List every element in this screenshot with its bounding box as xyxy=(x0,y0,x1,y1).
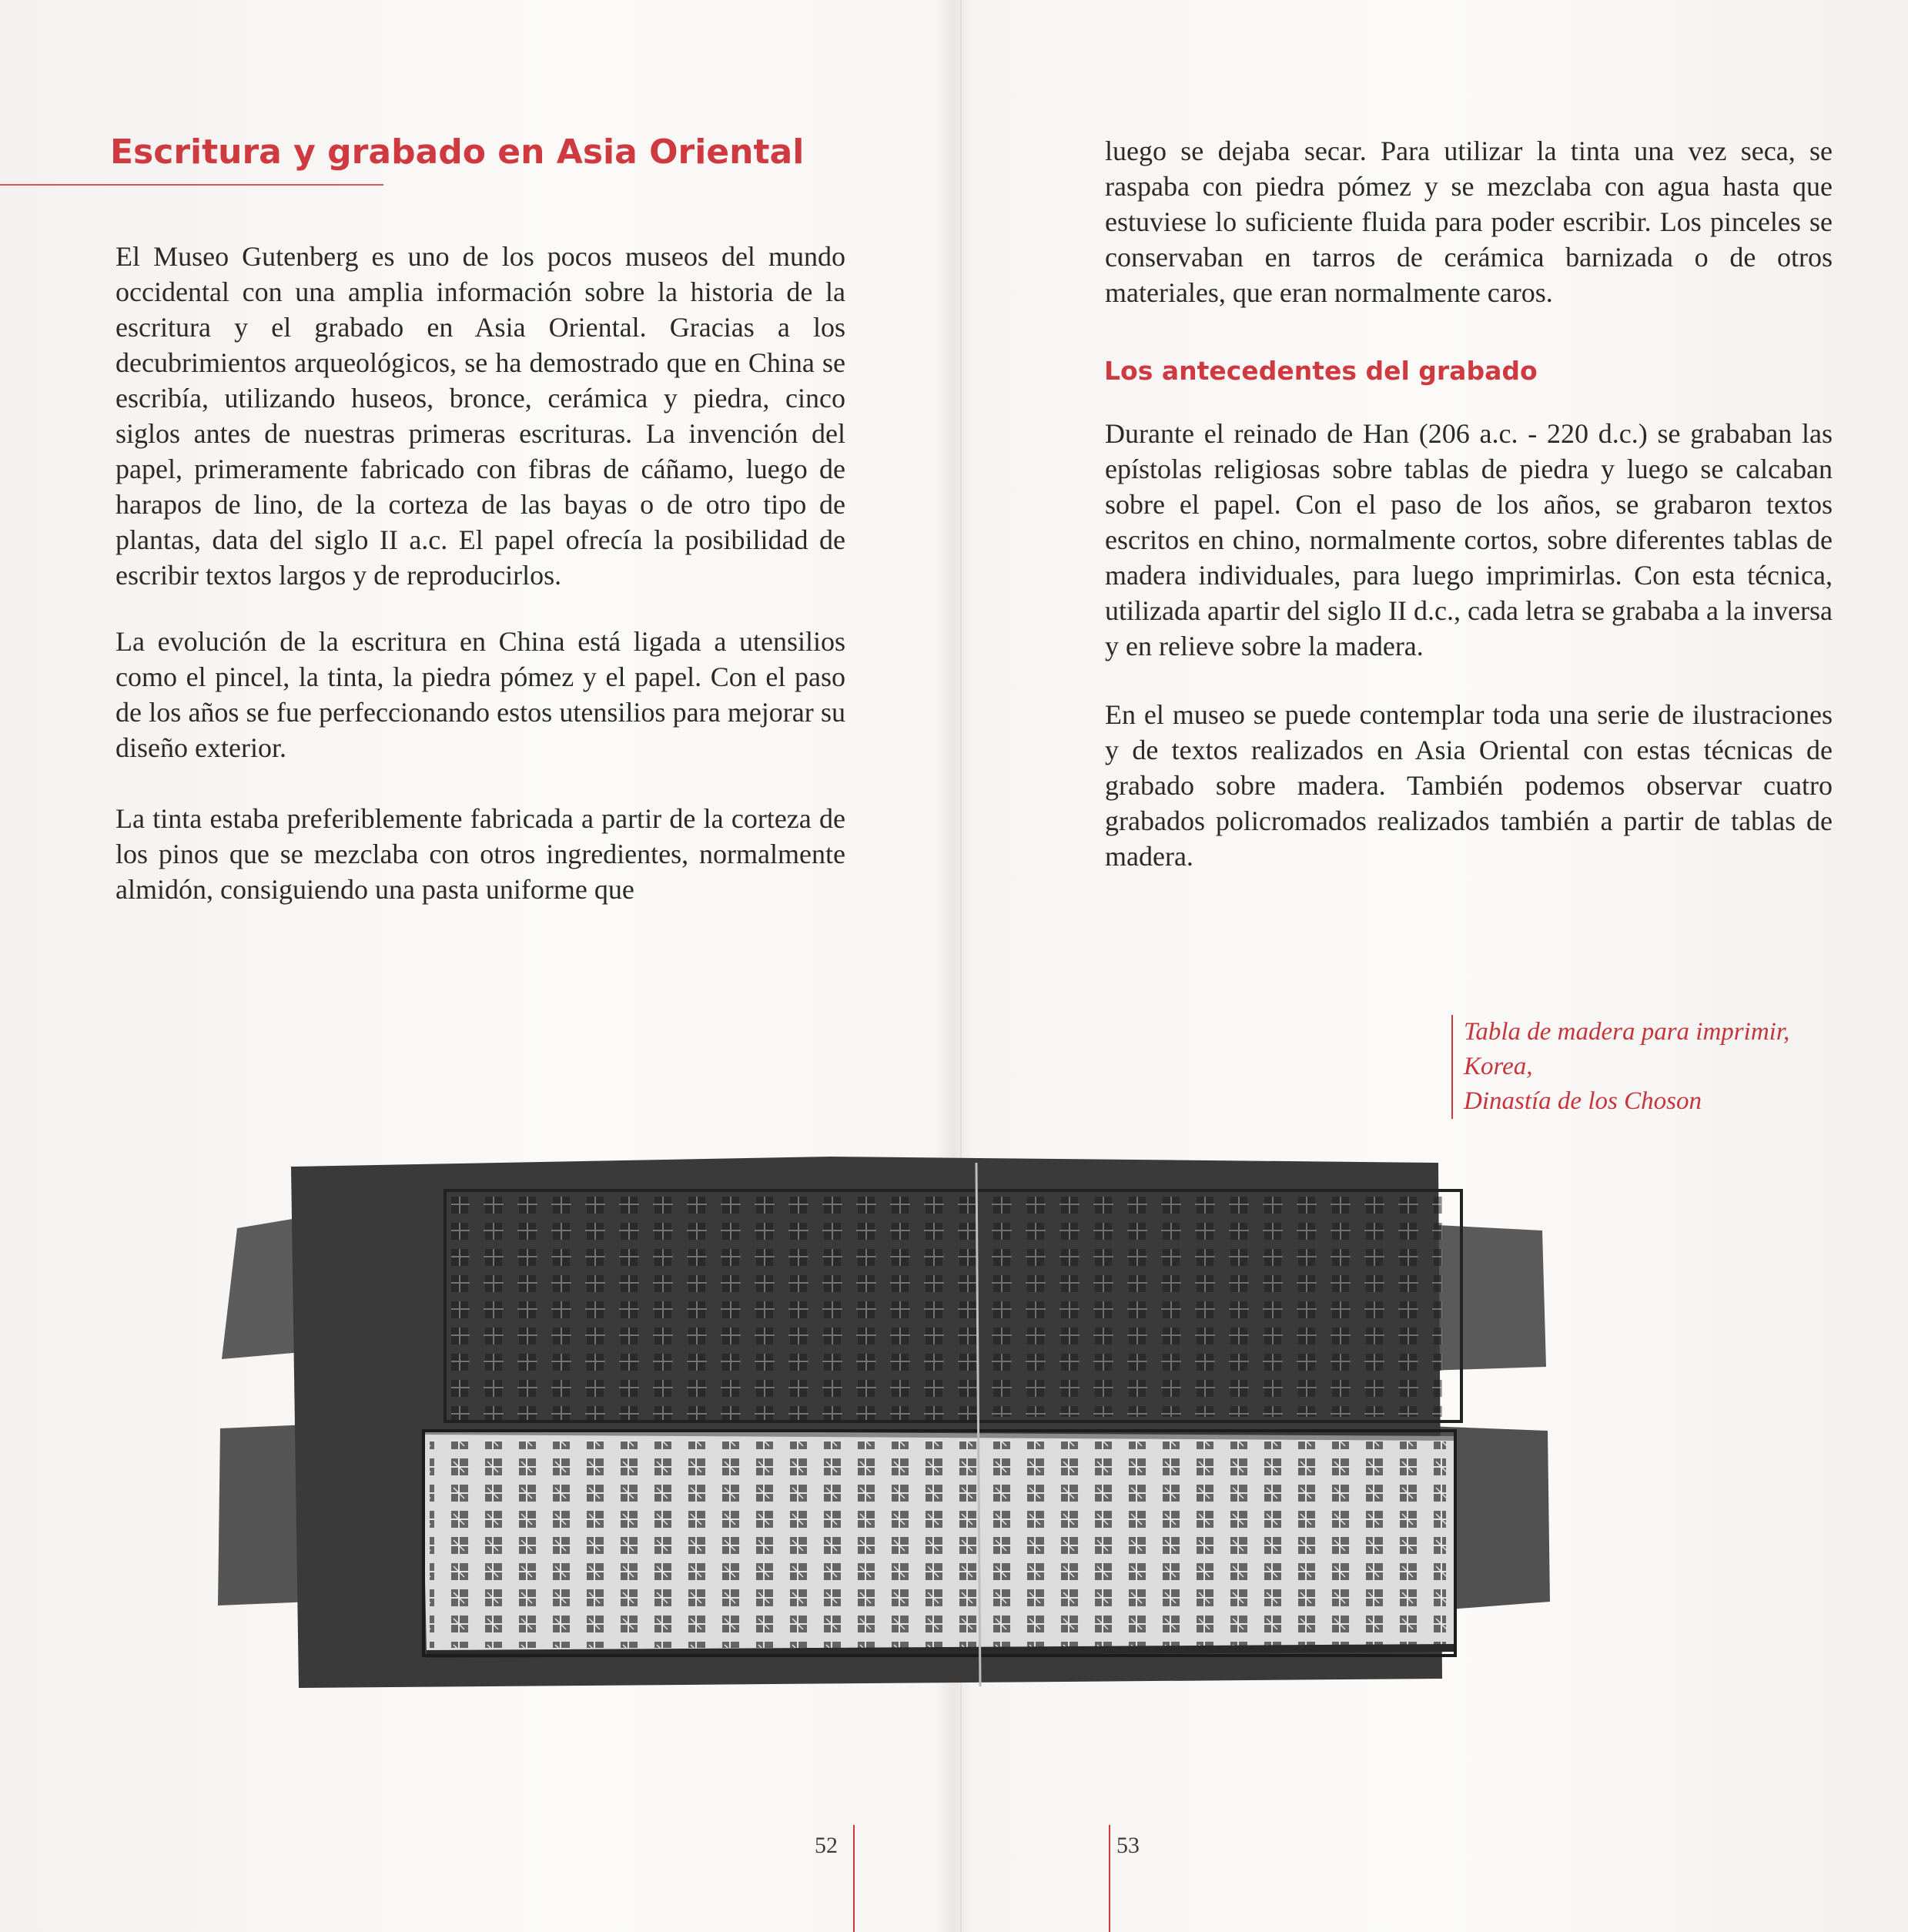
woodblock-photo xyxy=(206,1140,1554,1725)
page-number-rule-right xyxy=(1109,1825,1110,1932)
page-number-right: 53 xyxy=(1116,1833,1140,1858)
caption-line-3: Dinastía de los Choson xyxy=(1464,1087,1702,1115)
page-title: Escritura y grabado en Asia Oriental xyxy=(110,132,805,172)
left-paragraph-1: El Museo Gutenberg es uno de los pocos museos del mundo occidental con una amplia información sobre la historia de la escritura y el grabado en Asia Oriental. Gracias a los decubrimientos arqueológicos, se ha demostrado que en China se escribía, utilizando huseos, bronce, cerámica y piedra, cinco siglos antes de nuestras primeras escrituras. La invención del papel, primeramente fabricado con fibras de cáñamo, luego de harapos de lino, de la corteza de las bayas o de otro tipo de plantas, data del siglo II a.c. El papel ofrecía la posibilidad de escribir textos largos y de reproducirlos. xyxy=(115,241,845,591)
photo-caption xyxy=(1451,1015,1789,1119)
left-paragraph-2: La evolución de la escritura en China está ligada a utensilios como el pincel, la tinta, la piedra pómez y el papel. Con el paso de los años se fue perfeccionando estos utensilios para mejorar su diseño exterior. xyxy=(115,626,845,763)
page-number-left: 52 xyxy=(815,1833,838,1858)
right-paragraph-1: Durante el reinado de Han (206 a.c. - 220 d.c.) se grababan las epístolas religiosas sobre tablas de piedra y luego se calcaban sobre el papel. Con el paso de los años, se grabaron textos escritos en chino, normalmente cortos, sobre diferentes tablas de madera individuales, para luego imprimirlas. Con esta técnica, utilizada apartir del siglo II d.c., cada letra se grababa a la inversa y en relieve sobre la madera. xyxy=(1105,418,1833,661)
section-subheading: Los antecedentes del grabado xyxy=(1104,356,1538,386)
right-paragraph-2: En el museo se puede contemplar toda una serie de ilustraciones y de textos realizados en Asia Oriental con estas técnicas de grabado sobre madera. También podemos observar cuatro grabados policromados realizados también a partir de tablas de madera. xyxy=(1105,699,1833,872)
caption-line-1: Tabla de madera para imprimir, xyxy=(1464,1018,1790,1046)
right-continuation-paragraph: luego se dejaba secar. Para utilizar la tinta una vez seca, se raspaba con piedra pómez y se mezclaba con agua hasta que estuviese lo suficiente fluida para poder escribir. Los pinceles se conservaban en tarros de cerámica barnizada o de otros materiales, que eran normalmente caros. xyxy=(1105,136,1833,308)
caption-line-2: Korea, xyxy=(1464,1053,1533,1080)
title-underline xyxy=(0,184,383,186)
left-paragraph-3: La tinta estaba preferiblemente fabricada a partir de la corteza de los pinos que se mezclaba con otros ingredientes, normalmente almidón, consiguiendo una pasta uniforme que xyxy=(115,803,845,905)
page-number-rule-left xyxy=(853,1825,855,1932)
